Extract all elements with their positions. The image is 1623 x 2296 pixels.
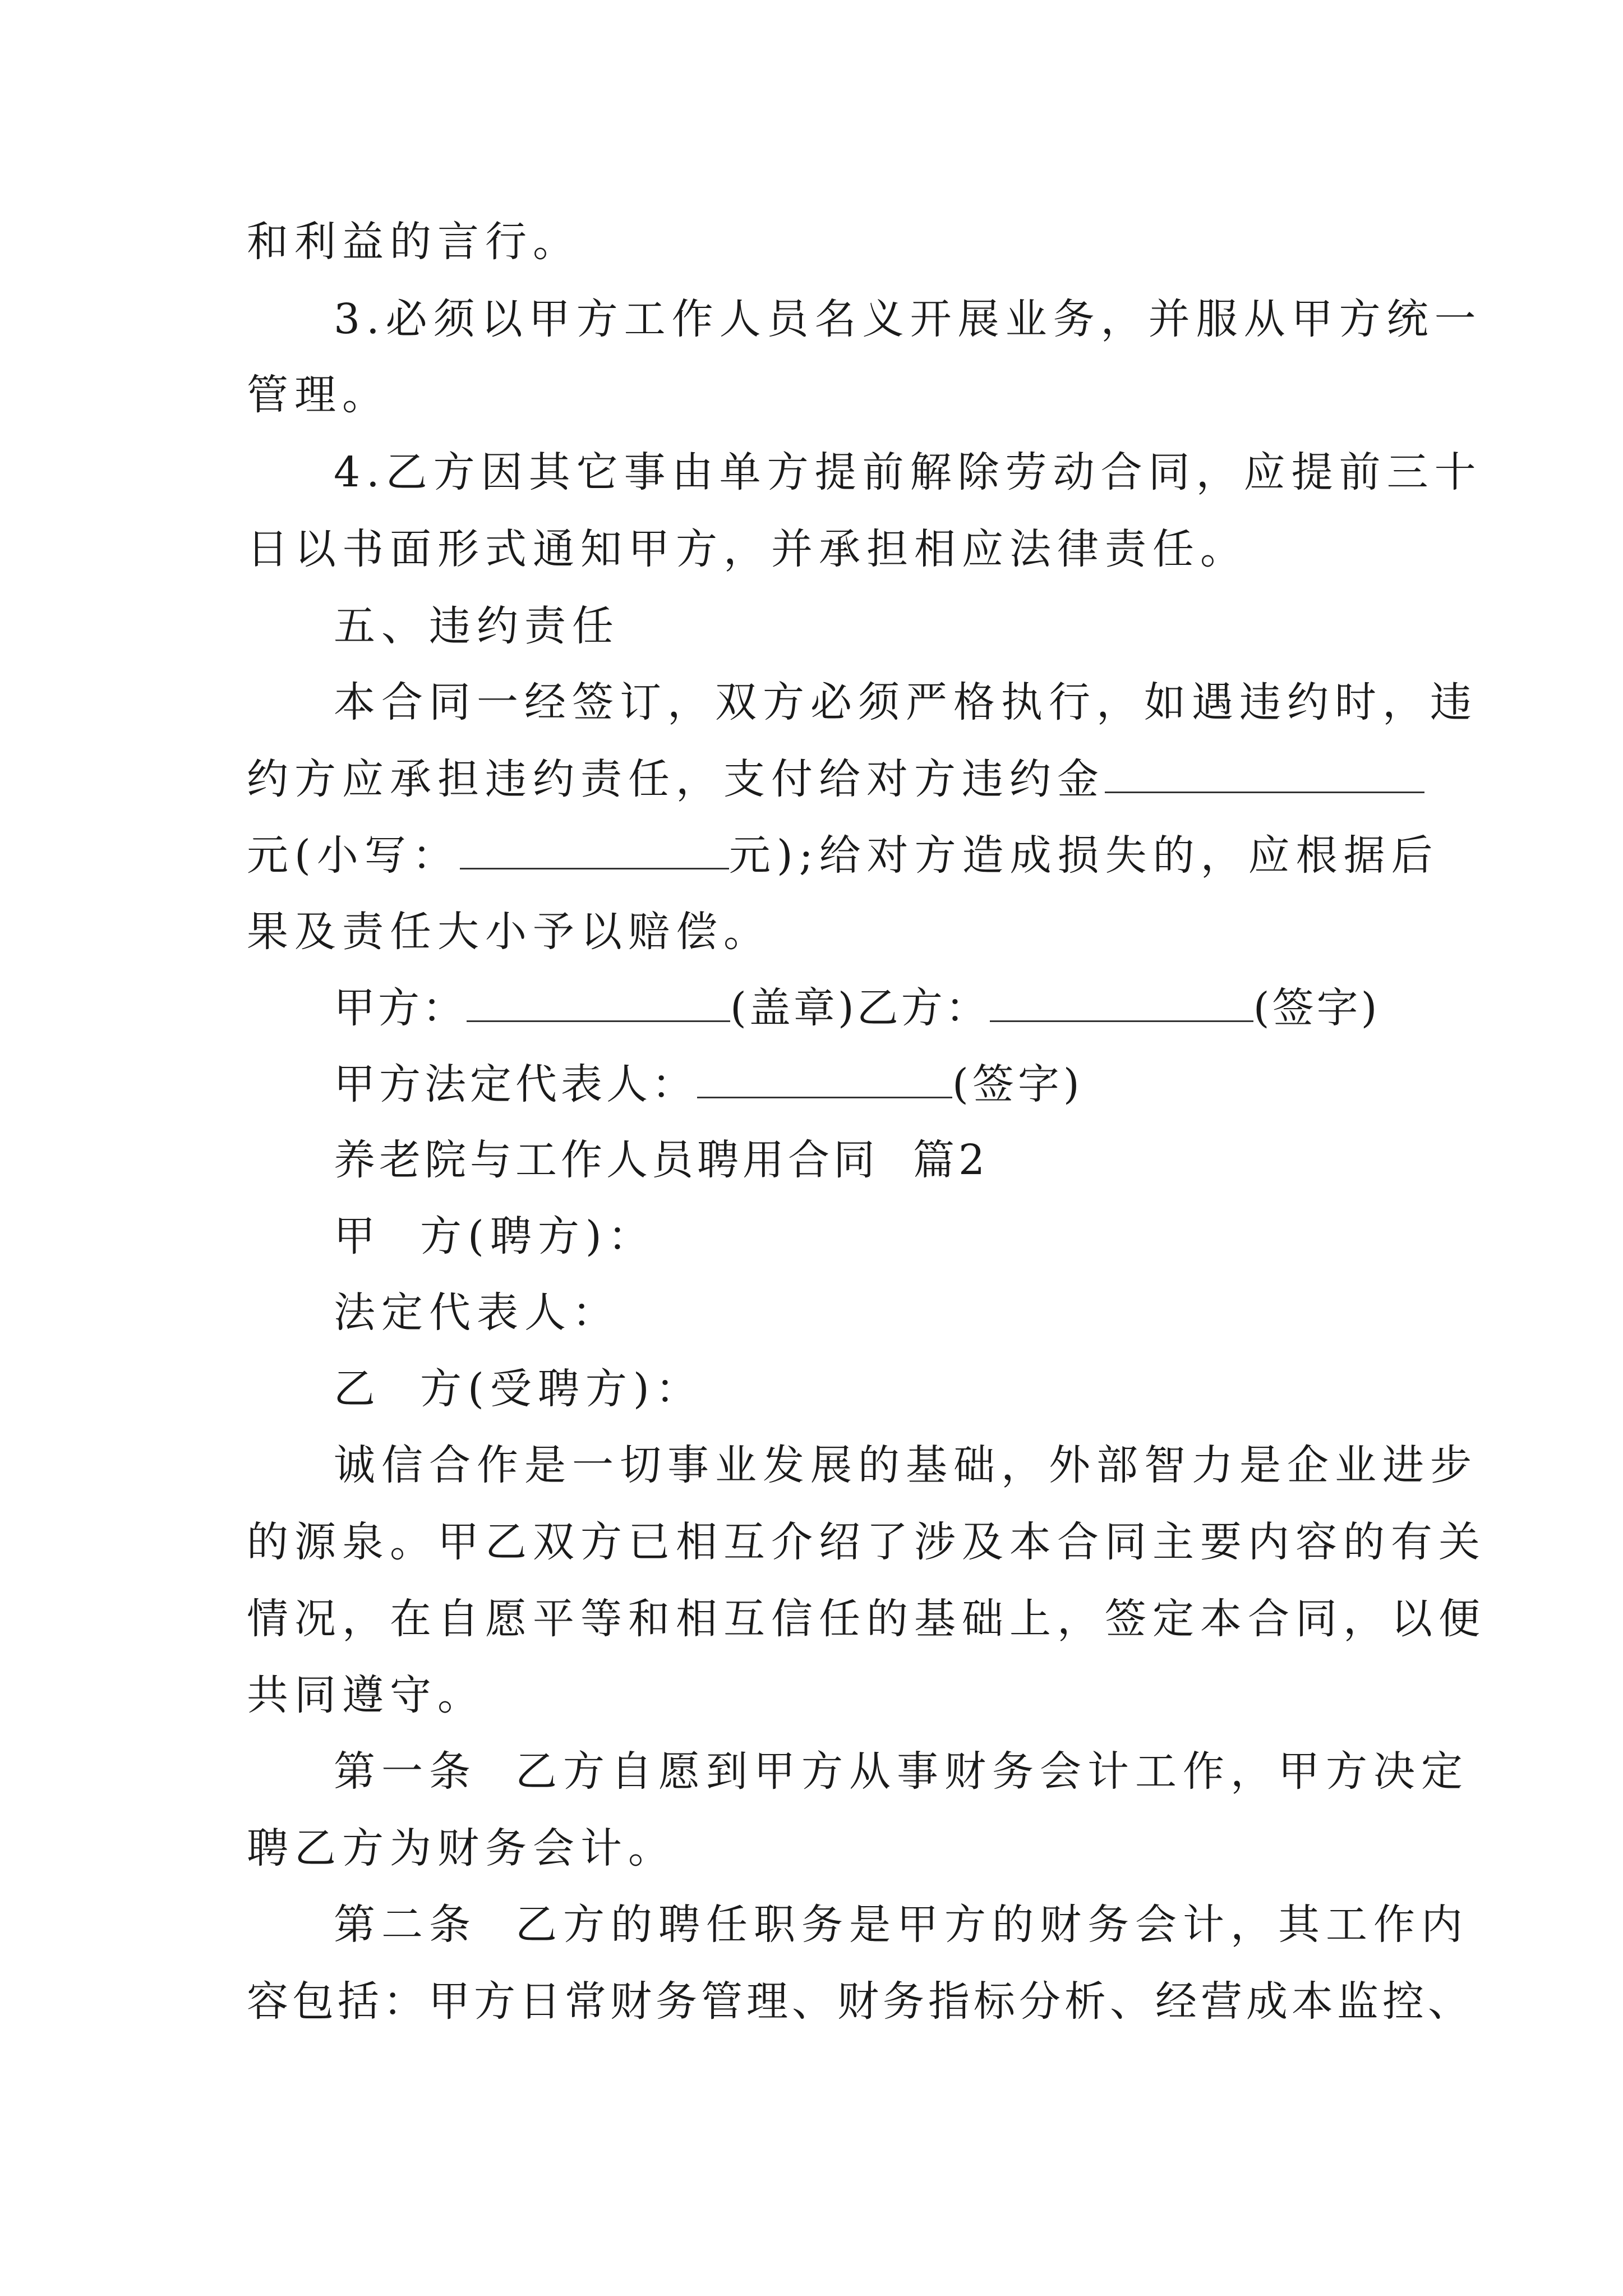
preamble-paragraph: 诚信合作是一切事业发展的基础，外部智力是企业进步: [334, 1441, 1478, 1489]
text-line: 和利益的言行。: [247, 218, 580, 266]
article-paragraph: 第一条 乙方自愿到甲方从事财务会计工作，甲方决定: [334, 1747, 1469, 1796]
party-b-blank: [990, 986, 1253, 1022]
clause-paragraph: 3.必须以甲方工作人员名义开展业务，并服从甲方统一: [334, 295, 1482, 343]
signature-line: [334, 980, 1380, 1036]
text-segment: 甲方法定代表人：: [334, 1060, 697, 1108]
amount-lowercase-blank: [460, 833, 729, 869]
text-line: 果及责任大小予以赔偿。: [247, 908, 771, 956]
text-line: 日以书面形式通知甲方，并承担相应法律责任。: [247, 525, 1248, 573]
text-segment: 约方应承担违约责任，支付给对方违约金: [247, 755, 1105, 803]
text-segment: 元(小写：: [247, 831, 460, 880]
text-line: 共同遵守。: [247, 1671, 485, 1719]
legal-representative-label: 法定代表人：: [334, 1289, 620, 1337]
text-line: [247, 751, 1424, 807]
text-segment: (签字): [952, 1060, 1083, 1108]
clause-paragraph: 4.乙方因其它事由单方提前解除劳动合同，应提前三十: [334, 448, 1482, 496]
section-heading: 五、违约责任: [334, 602, 620, 650]
text-line: [247, 827, 1439, 884]
signature-line: [334, 1056, 1083, 1112]
contract-title: 养老院与工作人员聘用合同 篇2: [334, 1136, 989, 1184]
amount-blank: [1105, 757, 1424, 793]
text-segment: (签字): [1253, 984, 1380, 1032]
article-paragraph: 第二条 乙方的聘任职务是甲方的财务会计，其工作内: [334, 1901, 1469, 1949]
party-a-label: 甲 方(聘方)：: [334, 1212, 656, 1260]
party-b-label: 乙 方(受聘方)：: [334, 1365, 703, 1413]
text-segment: 元);给对方造成损失的，应根据后: [728, 831, 1439, 880]
text-line: 容包括：甲方日常财务管理、财务指标分析、经营成本监控、: [247, 1977, 1473, 2026]
representative-blank: [697, 1062, 952, 1098]
clause-paragraph: 本合同一经签订，双方必须严格执行，如遇违约时，违: [334, 678, 1478, 726]
text-segment: 甲方：: [334, 984, 467, 1032]
party-a-blank: [467, 986, 730, 1022]
text-line: 的源泉。甲乙双方已相互介绍了涉及本合同主要内容的有关: [247, 1518, 1486, 1566]
text-segment: (盖章)乙方：: [730, 984, 990, 1032]
text-line: 管理。: [247, 371, 390, 419]
text-line: 情况，在自愿平等和相互信任的基础上，签定本合同，以便: [247, 1595, 1486, 1643]
text-line: 聘乙方为财务会计。: [247, 1824, 676, 1872]
